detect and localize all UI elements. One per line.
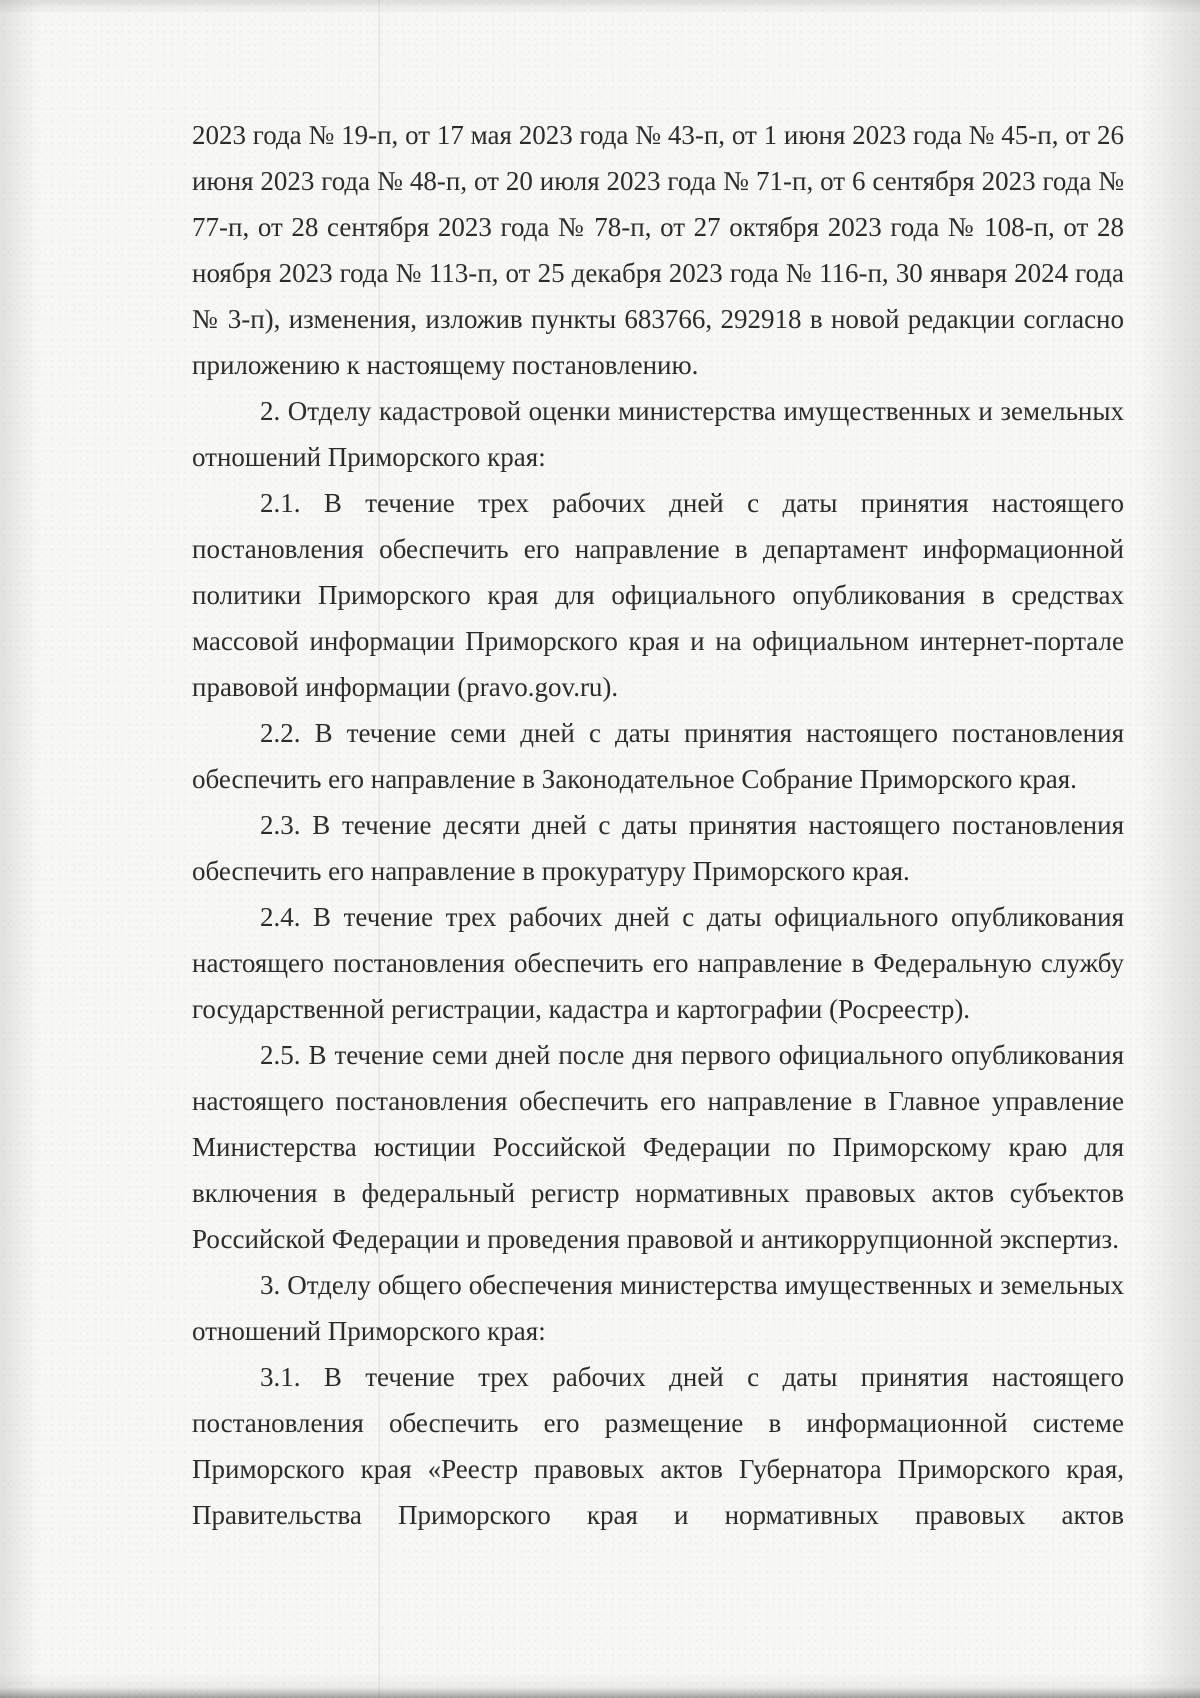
paragraph-2-5: 2.5. В течение семи дней после дня первого официального опубликования настоящего постановления обеспечить его направление в Главное управление Министерства юстиции Российской Федерации по Приморскому краю для включения в федеральный регистр нормативных правовых актов субъектов Российской Федерации и проведения правовой и антикоррупционной экспертиз. — [192, 1040, 1124, 1254]
scan-shadow-top — [0, 0, 1200, 14]
paragraph-2: 2. Отделу кадастровой оценки министерства имущественных и земельных отношений Приморского края: — [192, 396, 1124, 472]
paragraph-2-3: 2.3. В течение десяти дней с даты принятия настоящего постановления обеспечить его направление в прокуратуру Приморского края. — [192, 810, 1124, 886]
paragraph-2-4: 2.4. В течение трех рабочих дней с даты официального опубликования настоящего постановления обеспечить его направление в Федеральную службу государственной регистрации, кадастра и картографии (Росреестр). — [192, 902, 1124, 1024]
document-body — [192, 112, 1124, 1538]
paragraph-2-2: 2.2. В течение семи дней с даты принятия настоящего постановления обеспечить его направление в Законодательное Собрание Приморского края. — [192, 718, 1124, 794]
scan-shadow-right — [1140, 0, 1200, 1698]
scan-shadow-bottom — [0, 1672, 1200, 1698]
paragraph-2-1: 2.1. В течение трех рабочих дней с даты принятия настоящего постановления обеспечить его направление в департамент информационной политики Приморского края для официального опубликования в средствах массовой информации Приморского края и на официальном интернет-портале правовой информации (pravo.gov.ru). — [192, 488, 1124, 702]
paragraph-3: 3. Отделу общего обеспечения министерства имущественных и земельных отношений Приморского края: — [192, 1270, 1124, 1346]
scan-shadow-left — [0, 0, 40, 1698]
paragraph-continuation: 2023 года № 19-п, от 17 мая 2023 года № 43-п, от 1 июня 2023 года № 45-п, от 26 июня 2023 года № 48-п, от 20 июля 2023 года № 71-п, от 6 сентября 2023 года № 77-п, от 28 сентября 2023 года № 78-п, от 27 октября 2023 года № 108-п, от 28 ноября 2023 года № 113-п, от 25 декабря 2023 года № 116-п, 30 января 2024 года № 3-п), изменения, изложив пункты 683766, 292918 в новой редакции согласно приложению к настоящему постановлению. — [192, 120, 1124, 380]
paragraph-3-1: 3.1. В течение трех рабочих дней с даты принятия настоящего постановления обеспечить его размещение в информационной системе Приморского края «Реестр правовых актов Губернатора Приморского края, Правительства Приморского края и нормативных правовых актов — [192, 1362, 1124, 1530]
